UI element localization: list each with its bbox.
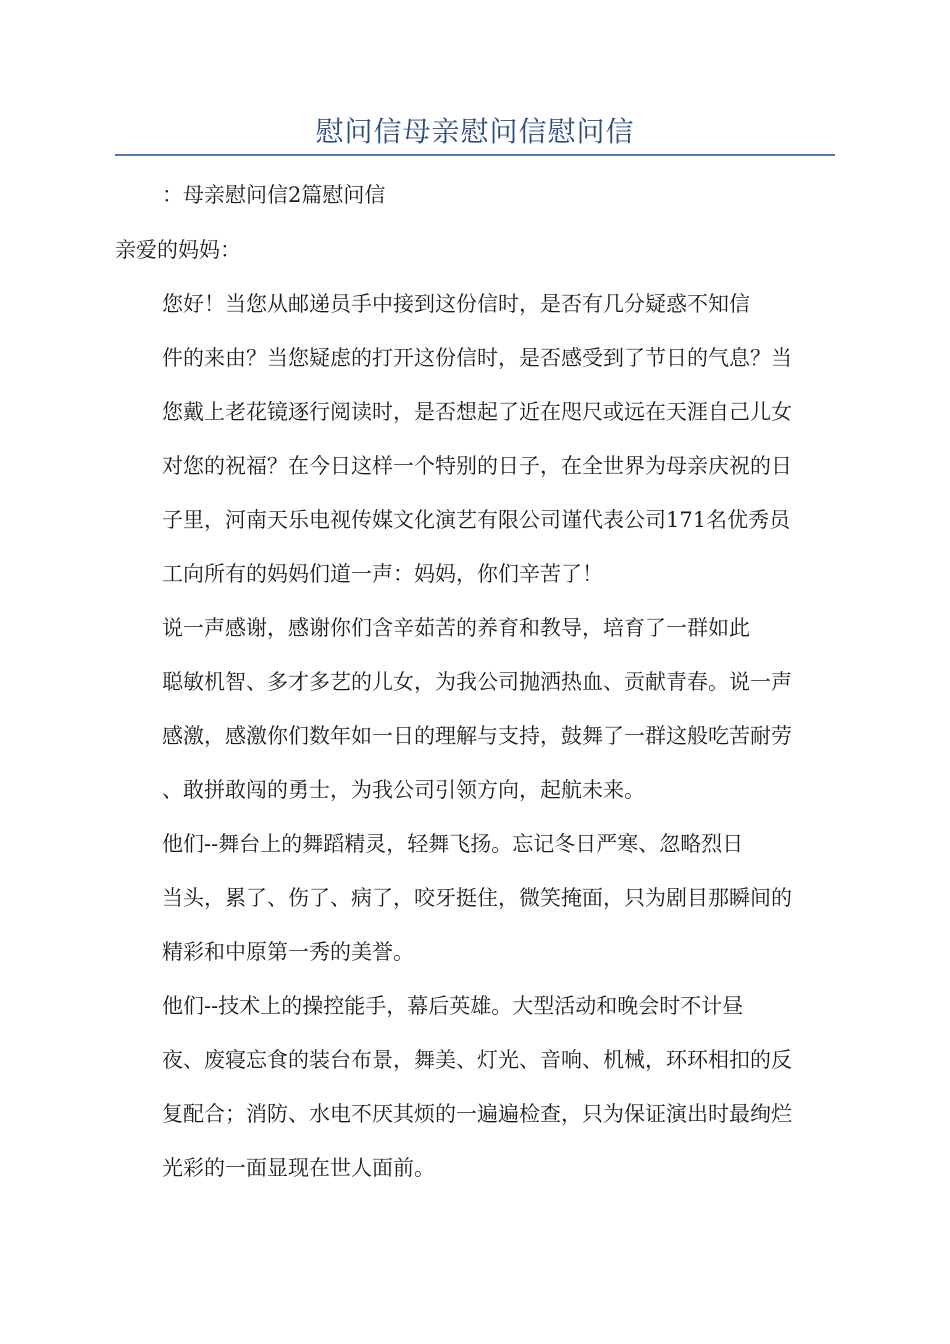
body-line: 说一声感谢，感谢你们含辛茹苦的养育和教导，培育了一群如此: [162, 616, 750, 640]
body-line: 件的来由？当您疑虑的打开这份信时，是否感受到了节日的气息？当: [162, 346, 792, 370]
body-line: 工向所有的妈妈们道一声：妈妈，你们辛苦了！: [162, 562, 603, 586]
title-underline: [115, 154, 835, 156]
body-line: 当头，累了、伤了、病了，咬牙挺住，微笑掩面，只为剧目那瞬间的: [162, 886, 792, 910]
body-line: 聪敏机智、多才多艺的儿女，为我公司抛洒热血、贡献青春。说一声: [162, 670, 792, 694]
body-line: 夜、废寝忘食的装台布景，舞美、灯光、音响、机械，环环相扣的反: [162, 1048, 792, 1072]
body-line: 、敢拼敢闯的勇士，为我公司引领方向，起航未来。: [162, 778, 645, 802]
body-line: 感激，感激你们数年如一日的理解与支持，鼓舞了一群这般吃苦耐劳: [162, 724, 792, 748]
body-line: 复配合；消防、水电不厌其烦的一遍遍检查，只为保证演出时最绚烂: [162, 1102, 792, 1126]
body-line: 他们--技术上的操控能手，幕后英雄。大型活动和晚会时不计昼: [162, 994, 744, 1018]
body-line: 您好！当您从邮递员手中接到这份信时，是否有几分疑惑不知信: [162, 292, 750, 316]
body-line: 您戴上老花镜逐行阅读时，是否想起了近在咫尺或远在天涯自己儿女: [162, 400, 792, 424]
body-line: 精彩和中原第一秀的美誉。: [162, 940, 414, 964]
body-line: 光彩的一面显现在世人面前。: [162, 1156, 435, 1180]
document-title: 慰问信母亲慰问信慰问信: [315, 115, 635, 148]
body-line: 对您的祝福？在今日这样一个特别的日子，在全世界为母亲庆祝的日: [162, 454, 792, 478]
salutation: 亲爱的妈妈：: [115, 238, 241, 262]
document-subtitle: ：母亲慰问信2篇慰问信: [162, 183, 386, 207]
body-line: 他们--舞台上的舞蹈精灵，轻舞飞扬。忘记冬日严寒、忽略烈日: [162, 832, 744, 856]
body-line: 子里，河南天乐电视传媒文化演艺有限公司谨代表公司171名优秀员: [162, 508, 791, 532]
